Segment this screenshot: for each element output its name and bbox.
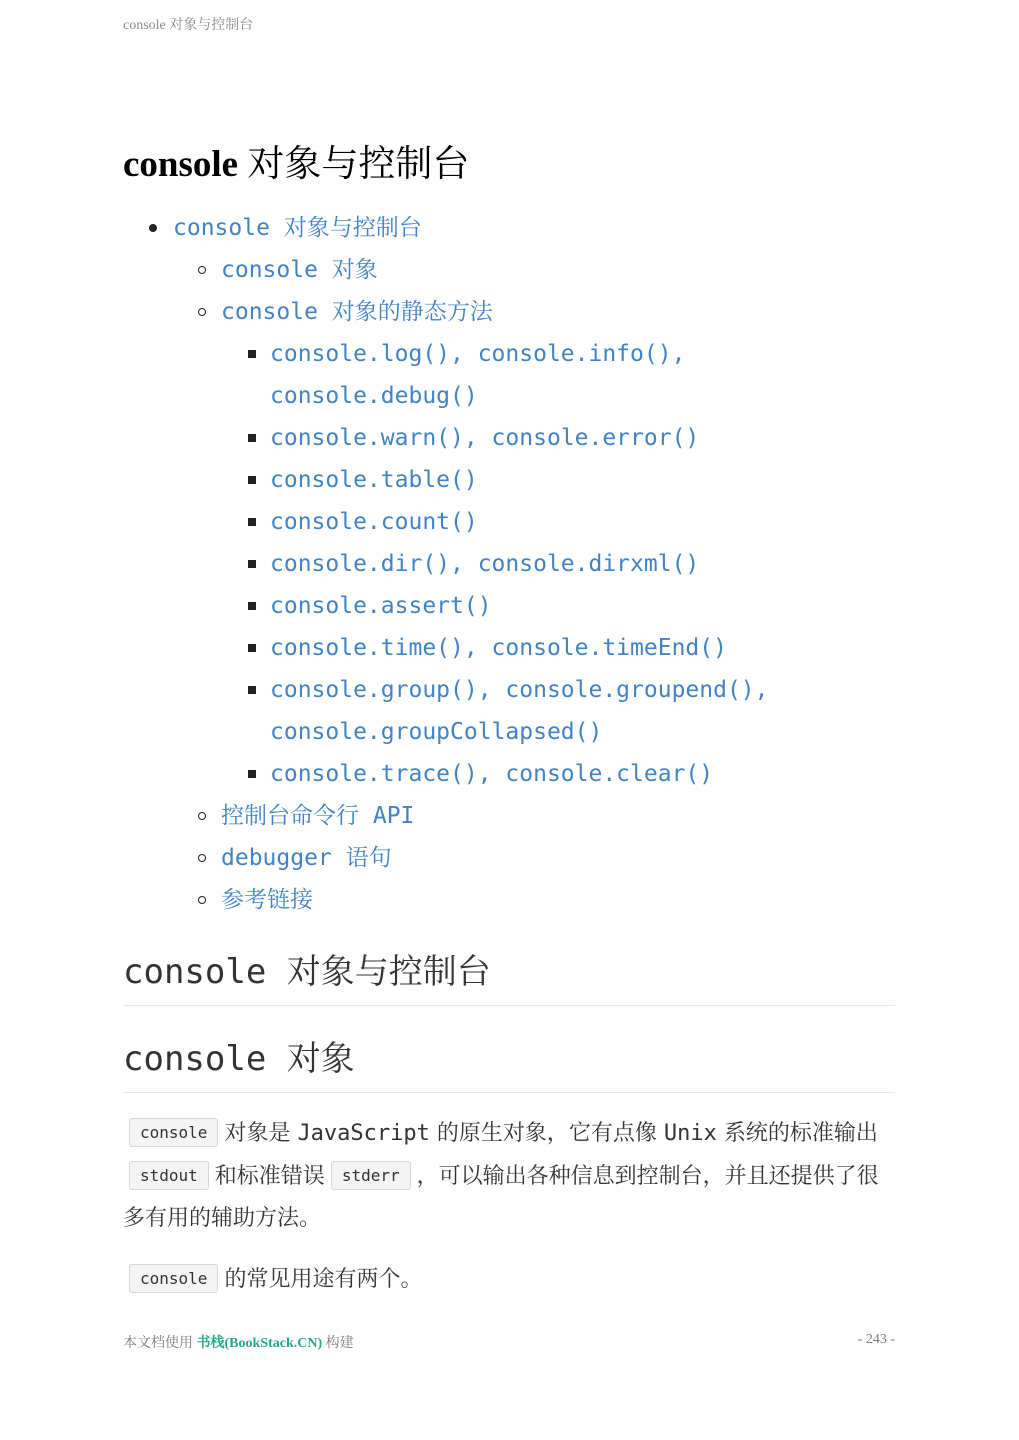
toc-bullet [248, 602, 256, 610]
inline-code-stderr: stderr [331, 1161, 411, 1190]
toc-bullet [248, 644, 256, 652]
toc-link[interactable]: console.count() [270, 509, 478, 535]
bookstack-link[interactable]: 书栈(BookStack.CN) [196, 1336, 323, 1351]
toc-link[interactable]: console.table() [270, 467, 478, 493]
toc-link[interactable]: console 对象 [221, 257, 378, 283]
toc-bullet [149, 224, 157, 232]
toc-bullet [248, 770, 256, 778]
toc-bullet [248, 560, 256, 568]
paragraph-console-uses [123, 1258, 898, 1301]
toc-bullet [198, 308, 206, 316]
paragraph-text: 对象是 [224, 1121, 298, 1146]
toc-link[interactable]: console.warn(), console.error() [270, 425, 700, 451]
section-heading-console-object: console 对象 [123, 1036, 895, 1093]
toc-bullet [248, 476, 256, 484]
page-title-cjk: 对象与控制台 [238, 144, 470, 185]
toc-link[interactable]: console 对象与控制台 [173, 215, 422, 241]
paragraph-text: 系统的标准输出 [716, 1121, 878, 1146]
page-title [123, 142, 469, 188]
paragraph-text: ，可以输出各种信息到控制台，并且还提供了很多有用的辅助方法。 [123, 1164, 879, 1231]
page-title-latin: console [123, 144, 239, 185]
paragraph-console-intro [123, 1112, 898, 1240]
toc-bullet [248, 350, 256, 358]
footer-prefix: 本文档使用 [123, 1336, 197, 1351]
footer-suffix: 构建 [322, 1336, 354, 1351]
inline-code-console: console [129, 1118, 218, 1147]
page-number: - 243 - [857, 1332, 895, 1347]
inline-code-stdout: stdout [129, 1161, 209, 1190]
toc-bullet [198, 854, 206, 862]
running-header: console 对象与控制台 [123, 18, 254, 33]
toc-link-continued[interactable]: console.groupCollapsed() [270, 719, 603, 745]
toc-bullet [198, 812, 206, 820]
paragraph-text: 的原生对象，它有点像 [429, 1121, 664, 1146]
toc-link[interactable]: console.assert() [270, 593, 492, 619]
toc-link[interactable]: debugger 语句 [221, 845, 392, 871]
inline-code-console: console [129, 1264, 218, 1293]
toc-bullet [248, 518, 256, 526]
toc-link[interactable]: 控制台命令行 API [221, 803, 415, 829]
paragraph-text-unix: Unix [663, 1121, 717, 1146]
toc-link[interactable]: console.dir(), console.dirxml() [270, 551, 700, 577]
section-heading-console-objects-and-console: console 对象与控制台 [123, 949, 895, 1006]
toc-link[interactable]: console 对象的静态方法 [221, 299, 493, 325]
toc-bullet [248, 434, 256, 442]
paragraph-text: 和标准错误 [214, 1164, 325, 1189]
paragraph-text: 的常见用途有两个。 [224, 1267, 423, 1292]
toc-bullet [198, 896, 206, 904]
toc-link[interactable]: console.time(), console.timeEnd() [270, 635, 727, 661]
toc-link[interactable]: console.trace(), console.clear() [270, 761, 714, 787]
paragraph-text-javascript: JavaScript [297, 1121, 430, 1146]
toc-link[interactable]: console.log(), console.info(), [270, 341, 686, 367]
toc-link[interactable]: 参考链接 [221, 887, 313, 913]
toc-bullet [198, 266, 206, 274]
footer-credit [123, 1332, 354, 1352]
toc-link[interactable]: console.group(), console.groupend(), [270, 677, 769, 703]
toc-bullet [248, 686, 256, 694]
toc-link-continued[interactable]: console.debug() [270, 383, 478, 409]
